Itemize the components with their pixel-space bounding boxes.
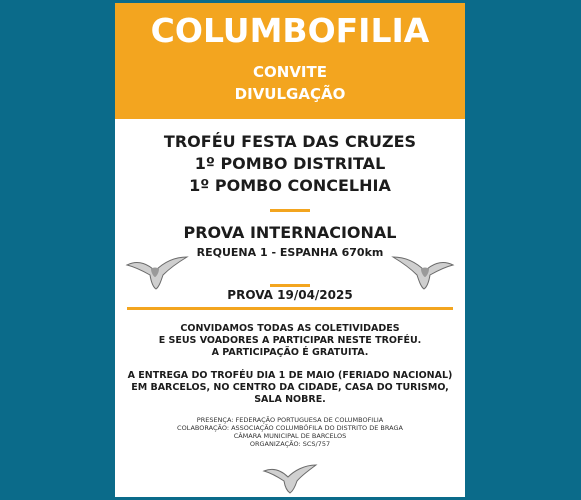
invite-text: A PARTICIPAÇÃO É GRATUITA.: [211, 347, 369, 358]
delivery-text: SALA NOBRE.: [254, 394, 326, 405]
invite-text: E SEUS VOADORES A PARTICIPAR NESTE TROFÉU.: [158, 335, 422, 346]
delivery-text: EM BARCELOS, NO CENTRO DA CIDADE, CASA DO TURISMO,: [131, 382, 449, 393]
delivery-text: A ENTREGA DO TROFÉU DIA 1 DE MAIO (FERIADO NACIONAL): [127, 370, 453, 381]
pigeon-icon: [391, 251, 455, 291]
credit-line: CÂMARA MUNICIPAL DE BARCELOS: [233, 432, 347, 440]
credit-line: ORGANIZAÇÃO: SCS/757: [249, 440, 331, 448]
header-banner: [115, 3, 465, 119]
pigeon-icon: [125, 251, 189, 291]
subtitle-invite: CONVITE: [253, 63, 327, 81]
race-route: REQUENA 1 - ESPANHA 670km: [196, 246, 384, 259]
subtitle-promotion: DIVULGAÇÃO: [234, 85, 346, 103]
race-title: PROVA INTERNACIONAL: [183, 223, 397, 242]
county-pigeon: 1º POMBO CONCELHIA: [189, 176, 391, 195]
divider-wide: [127, 307, 453, 310]
poster: [115, 3, 465, 497]
invite-text: CONVIDAMOS TODAS AS COLETIVIDADES: [180, 323, 400, 334]
credit-line: COLABORAÇÃO: ASSOCIAÇÃO COLUMBÓFILA DO DISTRITO DE BRAGA: [177, 424, 403, 432]
brand-title: COLUMBOFILIA: [150, 11, 430, 50]
trophy-title: TROFÉU FESTA DAS CRUZES: [163, 132, 417, 151]
pigeon-icon: [262, 461, 318, 495]
credit-line: PRESENÇA: FEDERAÇÃO PORTUGUESA DE COLUMBOFILIA: [196, 416, 384, 424]
race-date: PROVA 19/04/2025: [227, 288, 353, 302]
divider: [270, 209, 310, 212]
district-pigeon: 1º POMBO DISTRITAL: [194, 154, 386, 173]
